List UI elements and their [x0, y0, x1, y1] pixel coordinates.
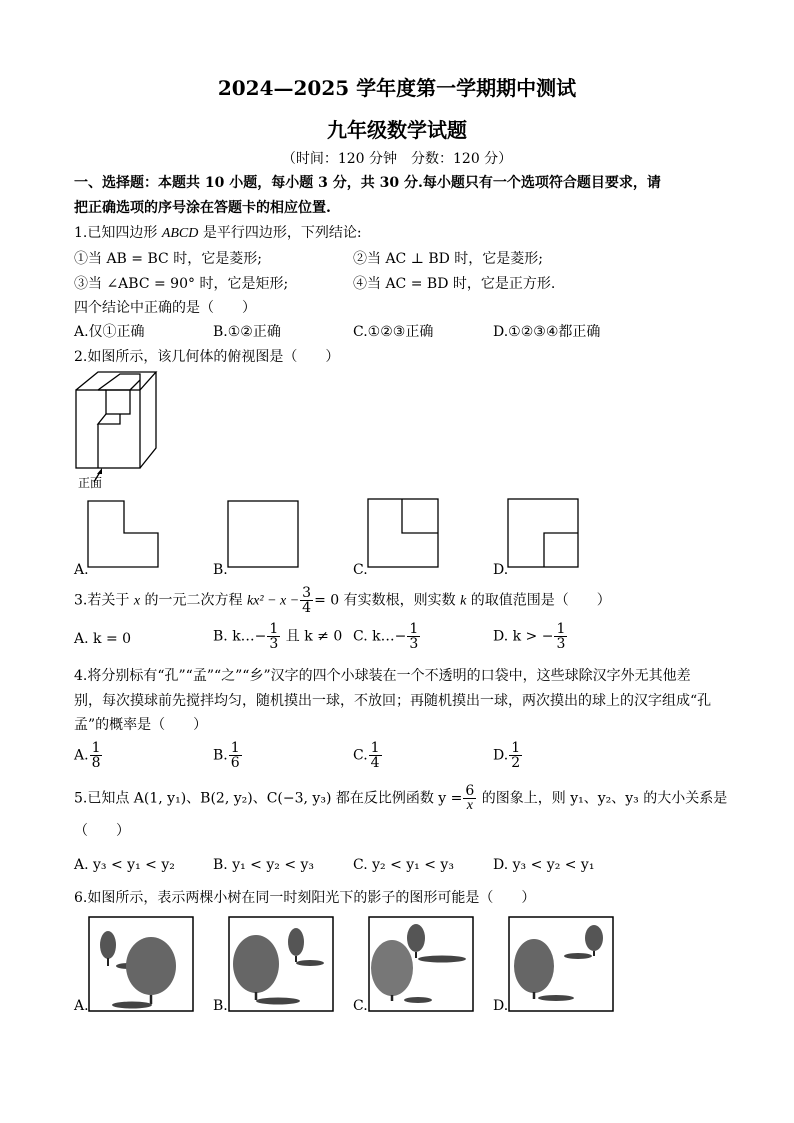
q3-stem-text4: 的取值范围是（ ）	[466, 592, 611, 609]
q5-option-c: C. y₂ < y₁ < y₃	[353, 857, 454, 873]
q5-option-d: D. y₃ < y₂ < y₁	[493, 857, 595, 873]
q6-option-c-figure	[368, 916, 474, 1012]
q4-option-b	[213, 741, 243, 770]
q1-option-c: C.①②③正确	[353, 324, 434, 340]
q3-option-b-post: 且 k ≠ 0	[281, 628, 343, 645]
q4-option-d-num: 1	[511, 740, 521, 756]
front-label: 正面	[78, 476, 103, 490]
q3-option-b	[213, 622, 342, 651]
q6-option-d-figure	[508, 916, 614, 1012]
q3-option-c	[353, 622, 421, 651]
q3-option-d-num: 1	[556, 621, 566, 637]
q3-equation-right: = 0	[314, 592, 340, 609]
q1-statement-1: ①当 AB = BC 时，它是菱形;	[74, 251, 262, 267]
q1-statement-4: ④当 AC = BD 时，它是正方形.	[353, 276, 556, 292]
q1-option-b: B.①②正确	[213, 324, 281, 340]
q1-statement-3: ③当 ∠ABC = 90° 时，它是矩形;	[74, 276, 289, 292]
q3-var-k: k	[460, 593, 467, 609]
q1-stem-var: ABCD	[161, 226, 199, 241]
q5-fraction	[463, 784, 476, 813]
q3-option-c-den: 3	[409, 636, 419, 652]
exam-subtitle: 九年级数学试题	[327, 118, 467, 142]
q4-option-d-den: 2	[511, 755, 521, 771]
q1-option-a: A.仅①正确	[74, 324, 145, 340]
q4-option-d	[493, 741, 523, 770]
q4-option-c-fraction	[369, 741, 382, 770]
q3-option-c-num: 1	[409, 621, 419, 637]
section-heading-line1: 一、选择题：本题共 10 小题，每小题 3 分，共 30 分.每小题只有一个选项符合题目要求，请	[74, 175, 661, 191]
exam-info: （时间：120 分钟 分数：120 分）	[281, 151, 513, 167]
q6-option-d: D.	[493, 998, 509, 1014]
q5-stem-text2: 的图象上，则 y₁、y₂、y₃ 的大小关系是	[477, 790, 728, 807]
q1-ask: 四个结论中正确的是（ ）	[74, 300, 256, 316]
q3-option-a: A. k = 0	[74, 631, 132, 647]
q6-option-a-figure	[88, 916, 194, 1012]
q4-option-a	[74, 741, 103, 770]
q3-stem-text3: 有实数根，则实数	[339, 592, 461, 609]
q3-option-d-pre: D. k > −	[493, 628, 554, 645]
q2-option-a: A.	[74, 562, 89, 578]
q1-stem	[74, 224, 362, 243]
q3-option-d	[493, 622, 568, 651]
q3-option-c-fraction	[407, 622, 420, 651]
q1-option-d: D.①②③④都正确	[493, 324, 601, 340]
q4-option-b-label: B.	[213, 747, 228, 764]
q6-option-b-figure	[228, 916, 334, 1012]
q2-stem: 2.如图所示，该几何体的俯视图是（ ）	[74, 349, 340, 365]
section-heading-line2: 把正确选项的序号涂在答题卡的相应位置.	[74, 200, 331, 216]
q3-fraction	[300, 586, 313, 615]
q6-stem: 6.如图所示，表示两棵小树在同一时刻阳光下的影子的图形可能是（ ）	[74, 890, 536, 906]
q5-stem	[74, 784, 727, 813]
q3-option-b-num: 1	[269, 621, 279, 637]
q3-stem	[74, 586, 611, 615]
q4-option-c	[353, 741, 383, 770]
q2-option-a-figure	[86, 499, 162, 571]
q3-var-x: x	[133, 593, 141, 609]
q3-frac-num: 3	[302, 585, 312, 601]
exam-title: 2024—2025 学年度第一学期期中测试	[217, 76, 577, 100]
q3-option-d-fraction	[554, 622, 567, 651]
q4-option-a-label: A.	[74, 747, 89, 764]
q5-option-a: A. y₃ < y₁ < y₂	[74, 857, 175, 873]
q1-stem-text2: 是平行四边形，下列结论:	[198, 225, 362, 241]
q5-frac-den: x	[466, 798, 473, 813]
q4-option-b-fraction	[229, 741, 242, 770]
q4-option-d-fraction	[509, 741, 522, 770]
q3-stem-text2: 的一元二次方程	[140, 592, 247, 609]
q4-option-a-num: 1	[91, 740, 101, 756]
q3-option-b-pre: B. k…−	[213, 628, 267, 645]
q3-frac-den: 4	[302, 600, 312, 616]
q5-frac-num: 6	[465, 783, 475, 799]
q5-paren: （ ）	[74, 823, 130, 839]
q4-stem-line3: 孟”的概率是（ ）	[74, 717, 208, 733]
q4-option-c-label: C.	[353, 747, 368, 764]
q1-statement-2: ②当 AC ⊥ BD 时，它是菱形;	[353, 251, 544, 267]
q6-option-b: B.	[213, 998, 228, 1014]
q2-option-c-figure	[366, 497, 442, 571]
q1-stem-text: 1.已知四边形	[74, 225, 162, 241]
q4-option-b-num: 1	[230, 740, 240, 756]
q4-stem-line1: 4.将分别标有“孔”“孟”“之”“乡”汉字的四个小球装在一个不透明的口袋中，这些球除汉字外无其他差	[74, 668, 691, 684]
q6-option-a: A.	[74, 998, 89, 1014]
q2-solid-figure	[70, 368, 170, 488]
q4-stem-line2: 别，每次摸球前先搅拌均匀，随机摸出一球，不放回；再随机摸出一球，两次摸出的球上的汉字组成“孔	[74, 693, 712, 709]
q5-option-b: B. y₁ < y₂ < y₃	[213, 857, 315, 873]
q4-option-a-den: 8	[91, 755, 101, 771]
q3-stem-text: 3.若关于	[74, 592, 134, 609]
q4-option-a-fraction	[90, 741, 103, 770]
q3-equation-left: kx² − x −	[246, 593, 300, 609]
q3-option-c-pre: C. k…−	[353, 628, 407, 645]
q2-option-d-figure	[506, 497, 582, 571]
q4-option-b-den: 6	[230, 755, 240, 771]
q4-option-c-den: 4	[370, 755, 380, 771]
q3-option-b-den: 3	[269, 636, 279, 652]
q2-option-d: D.	[493, 562, 509, 578]
q5-stem-text: 5.已知点 A(1, y₁)、B(2, y₂)、C(−3, y₃) 都在反比例函数 y =	[74, 790, 463, 807]
q3-option-d-den: 3	[556, 636, 566, 652]
q2-option-b: B.	[213, 562, 228, 578]
q6-option-c: C.	[353, 998, 368, 1014]
q3-option-b-fraction	[267, 622, 280, 651]
q4-option-d-label: D.	[493, 747, 509, 764]
q2-option-c: C.	[353, 562, 368, 578]
q4-option-c-num: 1	[370, 740, 380, 756]
q2-option-b-figure	[226, 499, 302, 571]
